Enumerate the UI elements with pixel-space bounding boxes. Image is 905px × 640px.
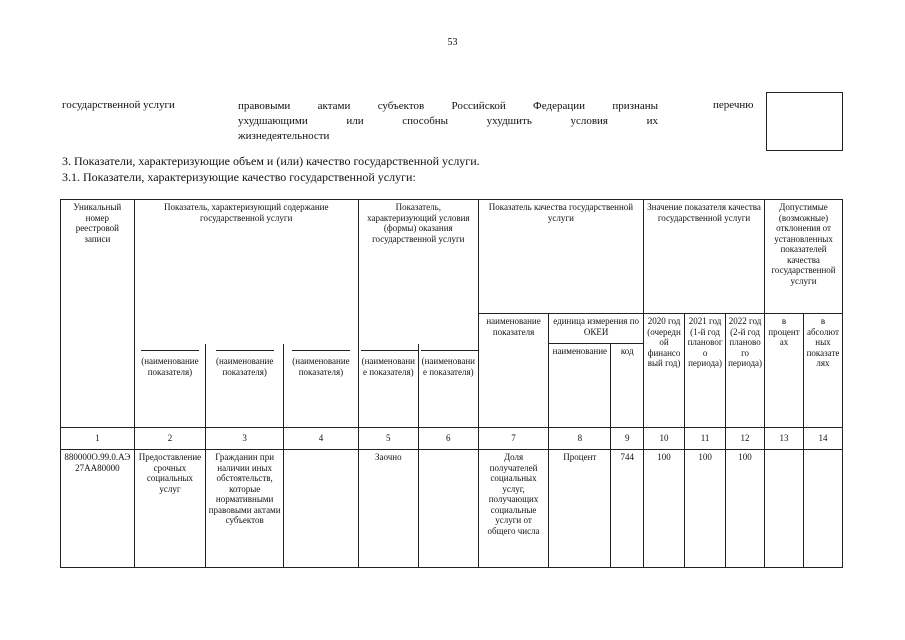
intro-mid-text xyxy=(238,99,658,144)
header-okei-name: наименование xyxy=(549,344,611,428)
underline xyxy=(292,349,350,351)
column-number: 11 xyxy=(685,428,726,450)
cell-service-name: Предоставление срочных социальных услуг xyxy=(134,450,206,568)
header-content-spacer xyxy=(134,314,358,344)
intro-right-text: перечню xyxy=(713,99,754,111)
header-conditions-spacer xyxy=(358,314,478,344)
column-number: 4 xyxy=(284,428,359,450)
sub-name-label: (наименование показателя) xyxy=(361,356,415,377)
underline xyxy=(361,349,418,351)
intro-mid-line: ухудшающими или способны ухудшить условия их xyxy=(238,115,658,127)
header-percent: в процентах xyxy=(765,314,804,428)
sub-name-label: (наименование показателя) xyxy=(421,356,475,377)
header-year-2021: 2021 год (1-й год планового периода) xyxy=(685,314,726,428)
sub-name-label: (наименование показателя) xyxy=(215,356,274,377)
header-unique-number: Уникальный номер реестровой записи xyxy=(61,200,135,428)
header-sub-name xyxy=(418,344,478,428)
column-number: 10 xyxy=(644,428,685,450)
cell-content-indicator: Гражданин при наличии иных обстоятельств, которые нормативными правовыми актами субъектов xyxy=(206,450,284,568)
header-content-indicator: Показатель, характеризующий содержание государственной услуги xyxy=(134,200,358,314)
underline xyxy=(216,349,274,351)
underline xyxy=(141,349,199,351)
cell-deviation-absolute xyxy=(803,450,842,568)
sub-name-label: (наименование показателя) xyxy=(141,356,199,377)
cell-unit-code: 744 xyxy=(611,450,644,568)
column-number: 6 xyxy=(418,428,478,450)
header-value-indicator: Значение показателя качества государственной услуги xyxy=(644,200,765,314)
intro-left-text: государственной услуги xyxy=(62,99,175,111)
cell-empty xyxy=(284,450,359,568)
column-number: 1 xyxy=(61,428,135,450)
header-indicator-name: наименование показателя xyxy=(478,314,549,428)
cell-value-2022: 100 xyxy=(726,450,765,568)
underline xyxy=(421,349,478,351)
header-absolute: в абсолютных показателях xyxy=(803,314,842,428)
intro-mid-line: жизнедеятельности xyxy=(238,130,330,142)
table-row xyxy=(61,450,843,568)
column-number: 13 xyxy=(765,428,804,450)
column-number: 7 xyxy=(478,428,549,450)
header-sub-name xyxy=(284,344,359,428)
header-okei-unit: единица измерения по ОКЕИ xyxy=(549,314,644,344)
header-sub-name xyxy=(206,344,284,428)
quality-indicators-table xyxy=(60,199,843,568)
cell-form: Заочно xyxy=(358,450,418,568)
cell-value-2021: 100 xyxy=(685,450,726,568)
cell-registry-number: 880000О.99.0.АЭ27АА80000 xyxy=(61,450,135,568)
column-number: 14 xyxy=(803,428,842,450)
header-sub-name xyxy=(358,344,418,428)
cell-value-2020: 100 xyxy=(644,450,685,568)
cell-deviation-percent xyxy=(765,450,804,568)
intro-mid-line: правовыми актами субъектов Российской Федерации признаны xyxy=(238,100,658,112)
header-quality-indicator: Показатель качества государственной услуги xyxy=(478,200,643,314)
header-sub-name xyxy=(134,344,206,428)
header-conditions-indicator: Показатель, характеризующий условия (формы) оказания государственной услуги xyxy=(358,200,478,314)
header-year-2020: 2020 год (очередной финансовый год) xyxy=(644,314,685,428)
column-number: 12 xyxy=(726,428,765,450)
code-box xyxy=(766,92,843,151)
cell-empty xyxy=(418,450,478,568)
column-number: 9 xyxy=(611,428,644,450)
column-number: 2 xyxy=(134,428,206,450)
subsection-heading: 3.1. Показатели, характеризующие качество государственной услуги: xyxy=(62,170,416,184)
page-number: 53 xyxy=(447,37,458,48)
column-number: 5 xyxy=(358,428,418,450)
sub-name-label: (наименование показателя) xyxy=(292,356,350,377)
column-number: 8 xyxy=(549,428,611,450)
cell-unit-name: Процент xyxy=(549,450,611,568)
section-heading: 3. Показатели, характеризующие объем и (или) качество государственной услуги. xyxy=(62,154,480,168)
header-okei-code: код xyxy=(611,344,644,428)
column-number: 3 xyxy=(206,428,284,450)
header-year-2022: 2022 год (2-й год планового периода) xyxy=(726,314,765,428)
cell-indicator-name: Доля получателей социальных услуг, получающих социальные услуги от общего числа xyxy=(478,450,549,568)
header-deviations: Допустимые (возможные) отклонения от установленных показателей качества государственной услуги xyxy=(765,200,843,314)
